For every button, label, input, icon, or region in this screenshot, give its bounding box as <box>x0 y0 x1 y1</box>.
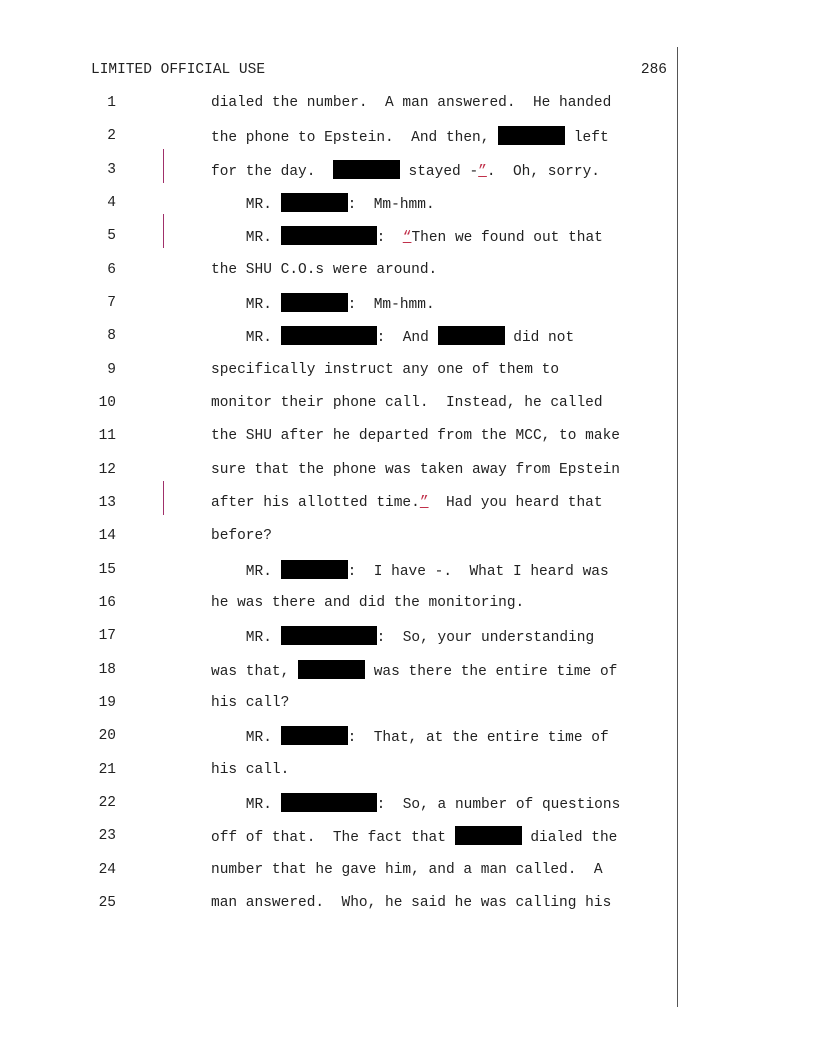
transcript-line <box>0 493 816 513</box>
line-text: specifically instruct any one of them to <box>211 362 560 378</box>
transcript-line <box>0 593 816 613</box>
transcript-line <box>0 826 816 846</box>
transcript-line <box>0 193 816 213</box>
transcript-line <box>0 293 816 313</box>
line-number: 18 <box>98 662 116 678</box>
line-text: MR. : “Then we found out that <box>211 226 603 248</box>
line-number: 20 <box>98 728 116 744</box>
redaction-box <box>281 560 348 579</box>
line-number: 11 <box>98 428 116 444</box>
transcript-line <box>0 326 816 346</box>
page-header-classification: LIMITED OFFICIAL USE <box>91 62 266 78</box>
line-number: 12 <box>98 462 116 478</box>
line-number: 24 <box>98 862 116 878</box>
transcript-line <box>0 93 816 113</box>
line-number: 4 <box>107 195 116 211</box>
line-number: 21 <box>98 762 116 778</box>
transcript-line <box>0 260 816 280</box>
line-number: 13 <box>98 495 116 511</box>
transcript-line <box>0 393 816 413</box>
line-text: the SHU C.O.s were around. <box>211 262 438 278</box>
line-text: the phone to Epstein. And then, left <box>211 126 609 148</box>
transcript-line <box>0 693 816 713</box>
redaction-box <box>281 326 377 345</box>
line-number: 5 <box>107 228 116 244</box>
transcript-line <box>0 626 816 646</box>
transcript-line <box>0 460 816 480</box>
transcript-line <box>0 726 816 746</box>
line-number: 23 <box>98 828 116 844</box>
line-text: his call? <box>211 695 290 711</box>
line-number: 1 <box>107 95 116 111</box>
revision-mark: ” <box>478 164 487 180</box>
line-number: 10 <box>98 395 116 411</box>
redaction-box <box>281 226 377 245</box>
page-number: 286 <box>640 62 667 78</box>
transcript-line <box>0 793 816 813</box>
redaction-box <box>498 126 565 145</box>
transcript-line <box>0 160 816 180</box>
line-text: MR. : That, at the entire time of <box>211 726 609 748</box>
transcript-line <box>0 893 816 913</box>
line-text: for the day. stayed -”. Oh, sorry. <box>211 160 600 182</box>
redaction-box <box>298 660 365 679</box>
line-text: sure that the phone was taken away from Epstein <box>211 462 620 478</box>
transcript-line <box>0 560 816 580</box>
redaction-box <box>281 626 377 645</box>
transcript-line <box>0 760 816 780</box>
revision-mark: “ <box>402 230 412 246</box>
line-text: the SHU after he departed from the MCC, to make <box>211 428 620 444</box>
line-text: MR. : And did not <box>211 326 574 348</box>
line-text: MR. : I have -. What I heard was <box>211 560 609 582</box>
line-number: 15 <box>98 562 116 578</box>
line-text: man answered. Who, he said he was calling his <box>211 895 612 911</box>
redaction-box <box>438 326 505 345</box>
line-text: after his allotted time.” Had you heard that <box>211 495 603 511</box>
redaction-box <box>455 826 522 845</box>
line-number: 14 <box>98 528 116 544</box>
revision-mark: ” <box>419 495 429 511</box>
redaction-box <box>281 193 348 212</box>
transcript-line <box>0 526 816 546</box>
redaction-box <box>281 293 348 312</box>
transcript-line <box>0 360 816 380</box>
line-text: dialed the number. A man answered. He handed <box>211 95 612 111</box>
line-number: 6 <box>107 262 116 278</box>
redaction-box <box>281 793 377 812</box>
line-text: MR. : So, your understanding <box>211 626 594 648</box>
line-text: off of that. The fact that dialed the <box>211 826 617 848</box>
line-number: 7 <box>107 295 116 311</box>
line-text: his call. <box>211 762 290 778</box>
line-text: MR. : Mm-hmm. <box>211 193 435 215</box>
redaction-box <box>281 726 348 745</box>
transcript-line <box>0 426 816 446</box>
line-number: 8 <box>107 328 116 344</box>
line-text: before? <box>211 528 272 544</box>
line-number: 3 <box>107 162 116 178</box>
transcript-line <box>0 660 816 680</box>
line-number: 17 <box>98 628 116 644</box>
transcript-line <box>0 126 816 146</box>
line-text: MR. : Mm-hmm. <box>211 293 435 315</box>
transcript-line <box>0 226 816 246</box>
line-number: 2 <box>107 128 116 144</box>
line-text: he was there and did the monitoring. <box>211 595 525 611</box>
line-text: was that, was there the entire time of <box>211 660 617 682</box>
line-text: number that he gave him, and a man called. A <box>211 862 603 878</box>
line-number: 19 <box>98 695 116 711</box>
transcript-line <box>0 860 816 880</box>
line-number: 9 <box>107 362 116 378</box>
line-number: 25 <box>98 895 116 911</box>
line-text: monitor their phone call. Instead, he called <box>211 395 603 411</box>
line-text: MR. : So, a number of questions <box>211 793 620 815</box>
line-number: 16 <box>98 595 116 611</box>
redaction-box <box>333 160 400 179</box>
line-number: 22 <box>98 795 116 811</box>
